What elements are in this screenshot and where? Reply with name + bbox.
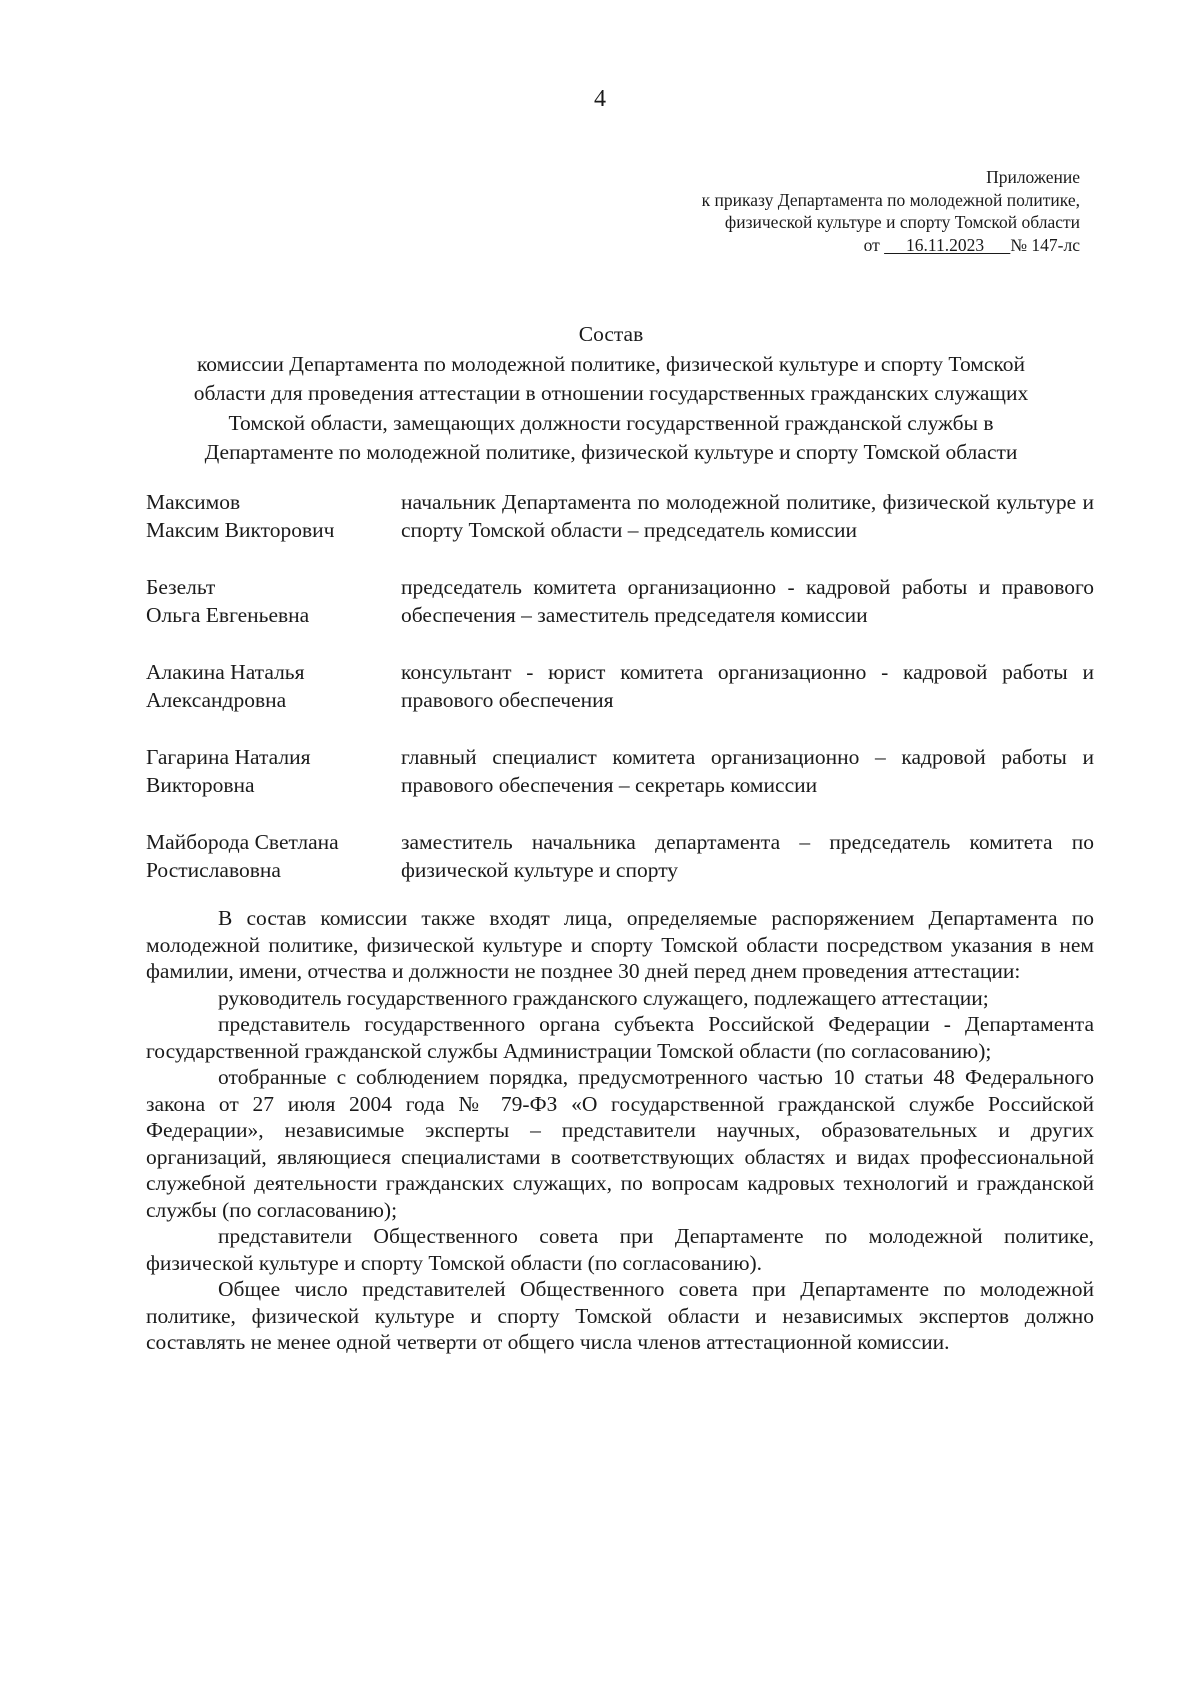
appendix-block — [480, 166, 1080, 256]
member-row — [146, 488, 1094, 544]
member-row — [146, 658, 1094, 714]
appendix-org-line: физической культуре и спорту Томской области — [724, 212, 1080, 232]
members-list — [146, 488, 1094, 913]
member-role: консультант - юрист комитета организационно - кадровой работы и правового обеспечения — [401, 660, 1094, 712]
paragraph: руководитель государственного гражданского служащего, подлежащего аттестации; — [218, 985, 989, 1010]
paragraph: В состав комиссии также входят лица, определяемые распоряжением Департамента по молодежной политике, физической культуре и спорту Томской области посредством указания в нем фамилии, имени, отчества и должности не позднее 30 дней перед днем проведения аттестации: — [146, 906, 1094, 983]
member-surname: Безельт — [146, 575, 216, 599]
member-given-name: Ольга Евгеньевна — [146, 603, 310, 627]
member-row — [146, 828, 1094, 884]
member-row — [146, 573, 1094, 629]
member-role: заместитель начальника департамента – председатель комитета по физической культуре и спорту — [401, 830, 1094, 882]
member-surname: Максимов — [146, 490, 241, 514]
appendix-label: Приложение — [986, 167, 1080, 187]
member-name — [146, 488, 401, 544]
title-heading: Состав — [578, 322, 644, 346]
member-role: председатель комитета организационно - кадровой работы и правового обеспечения – заместитель председателя комиссии — [401, 575, 1094, 627]
date-prefix: от — [863, 234, 880, 255]
paragraph: представитель государственного органа субъекта Российской Федерации - Департамента государственной гражданской службы Администрации Томской области (по согласованию); — [146, 1012, 1094, 1063]
member-surname: Майборода Светлана — [146, 830, 339, 854]
member-role: главный специалист комитета организационно – кадровой работы и правового обеспечения – секретарь комиссии — [401, 745, 1094, 797]
member-name — [146, 828, 401, 884]
order-date: 16.11.2023 — [884, 234, 1011, 255]
body-text — [146, 905, 1094, 1356]
appendix-order-line: к приказу Департамента по молодежной политике, — [701, 189, 1080, 210]
member-given-name: Ростиславовна — [146, 858, 281, 882]
title-line: комиссии Департамента по молодежной политике, физической культуре и спорту Томской — [196, 351, 1026, 376]
paragraph: представители Общественного совета при Департаменте по молодежной политике, физической культуре и спорту Томской области (по согласованию). — [146, 1224, 1094, 1275]
member-role: начальник Департамента по молодежной политике, физической культуре и спорту Томской области – председатель комиссии — [401, 490, 1094, 542]
member-given-name: Викторовна — [146, 773, 255, 797]
page-number: 4 — [594, 86, 606, 112]
title-line: Томской области, замещающих должности государственной гражданской службы в — [228, 410, 994, 435]
member-given-name: Александровна — [146, 688, 287, 712]
member-given-name: Максим Викторович — [146, 518, 335, 542]
paragraph: отобранные с соблюдением порядка, предусмотренного частью 10 статьи 48 Федерального закона от 27 июля 2004 года № 79-ФЗ «О государственной гражданской службе Российской Федерации», независимые эксперты – представители научных, образовательных и других организаций, являющиеся специалистами в соответствующих областях и видах профессиональной служебной деятельности гражданских служащих, по вопросам кадровых технологий и гражданской службы (по согласованию); — [146, 1065, 1094, 1222]
title-line: области для проведения аттестации в отношении государственных гражданских служащих — [193, 381, 1029, 405]
appendix-date-line — [480, 234, 1080, 257]
member-surname: Гагарина Наталия — [146, 745, 311, 769]
member-name — [146, 573, 401, 629]
title-line: Департаменте по молодежной политике, физической культуре и спорту Томской области — [204, 440, 1018, 464]
document-title — [130, 320, 1092, 468]
member-name — [146, 743, 401, 799]
paragraph: Общее число представителей Общественного совета при Департаменте по молодежной политике, физической культуре и спорту Томской области и независимых экспертов должно составлять не менее одной четверти от общего числа членов аттестационной комиссии. — [146, 1277, 1094, 1354]
member-row — [146, 743, 1094, 799]
order-number: № 147-лс — [1010, 234, 1080, 255]
member-surname: Алакина Наталья — [146, 660, 305, 684]
member-name — [146, 658, 401, 714]
